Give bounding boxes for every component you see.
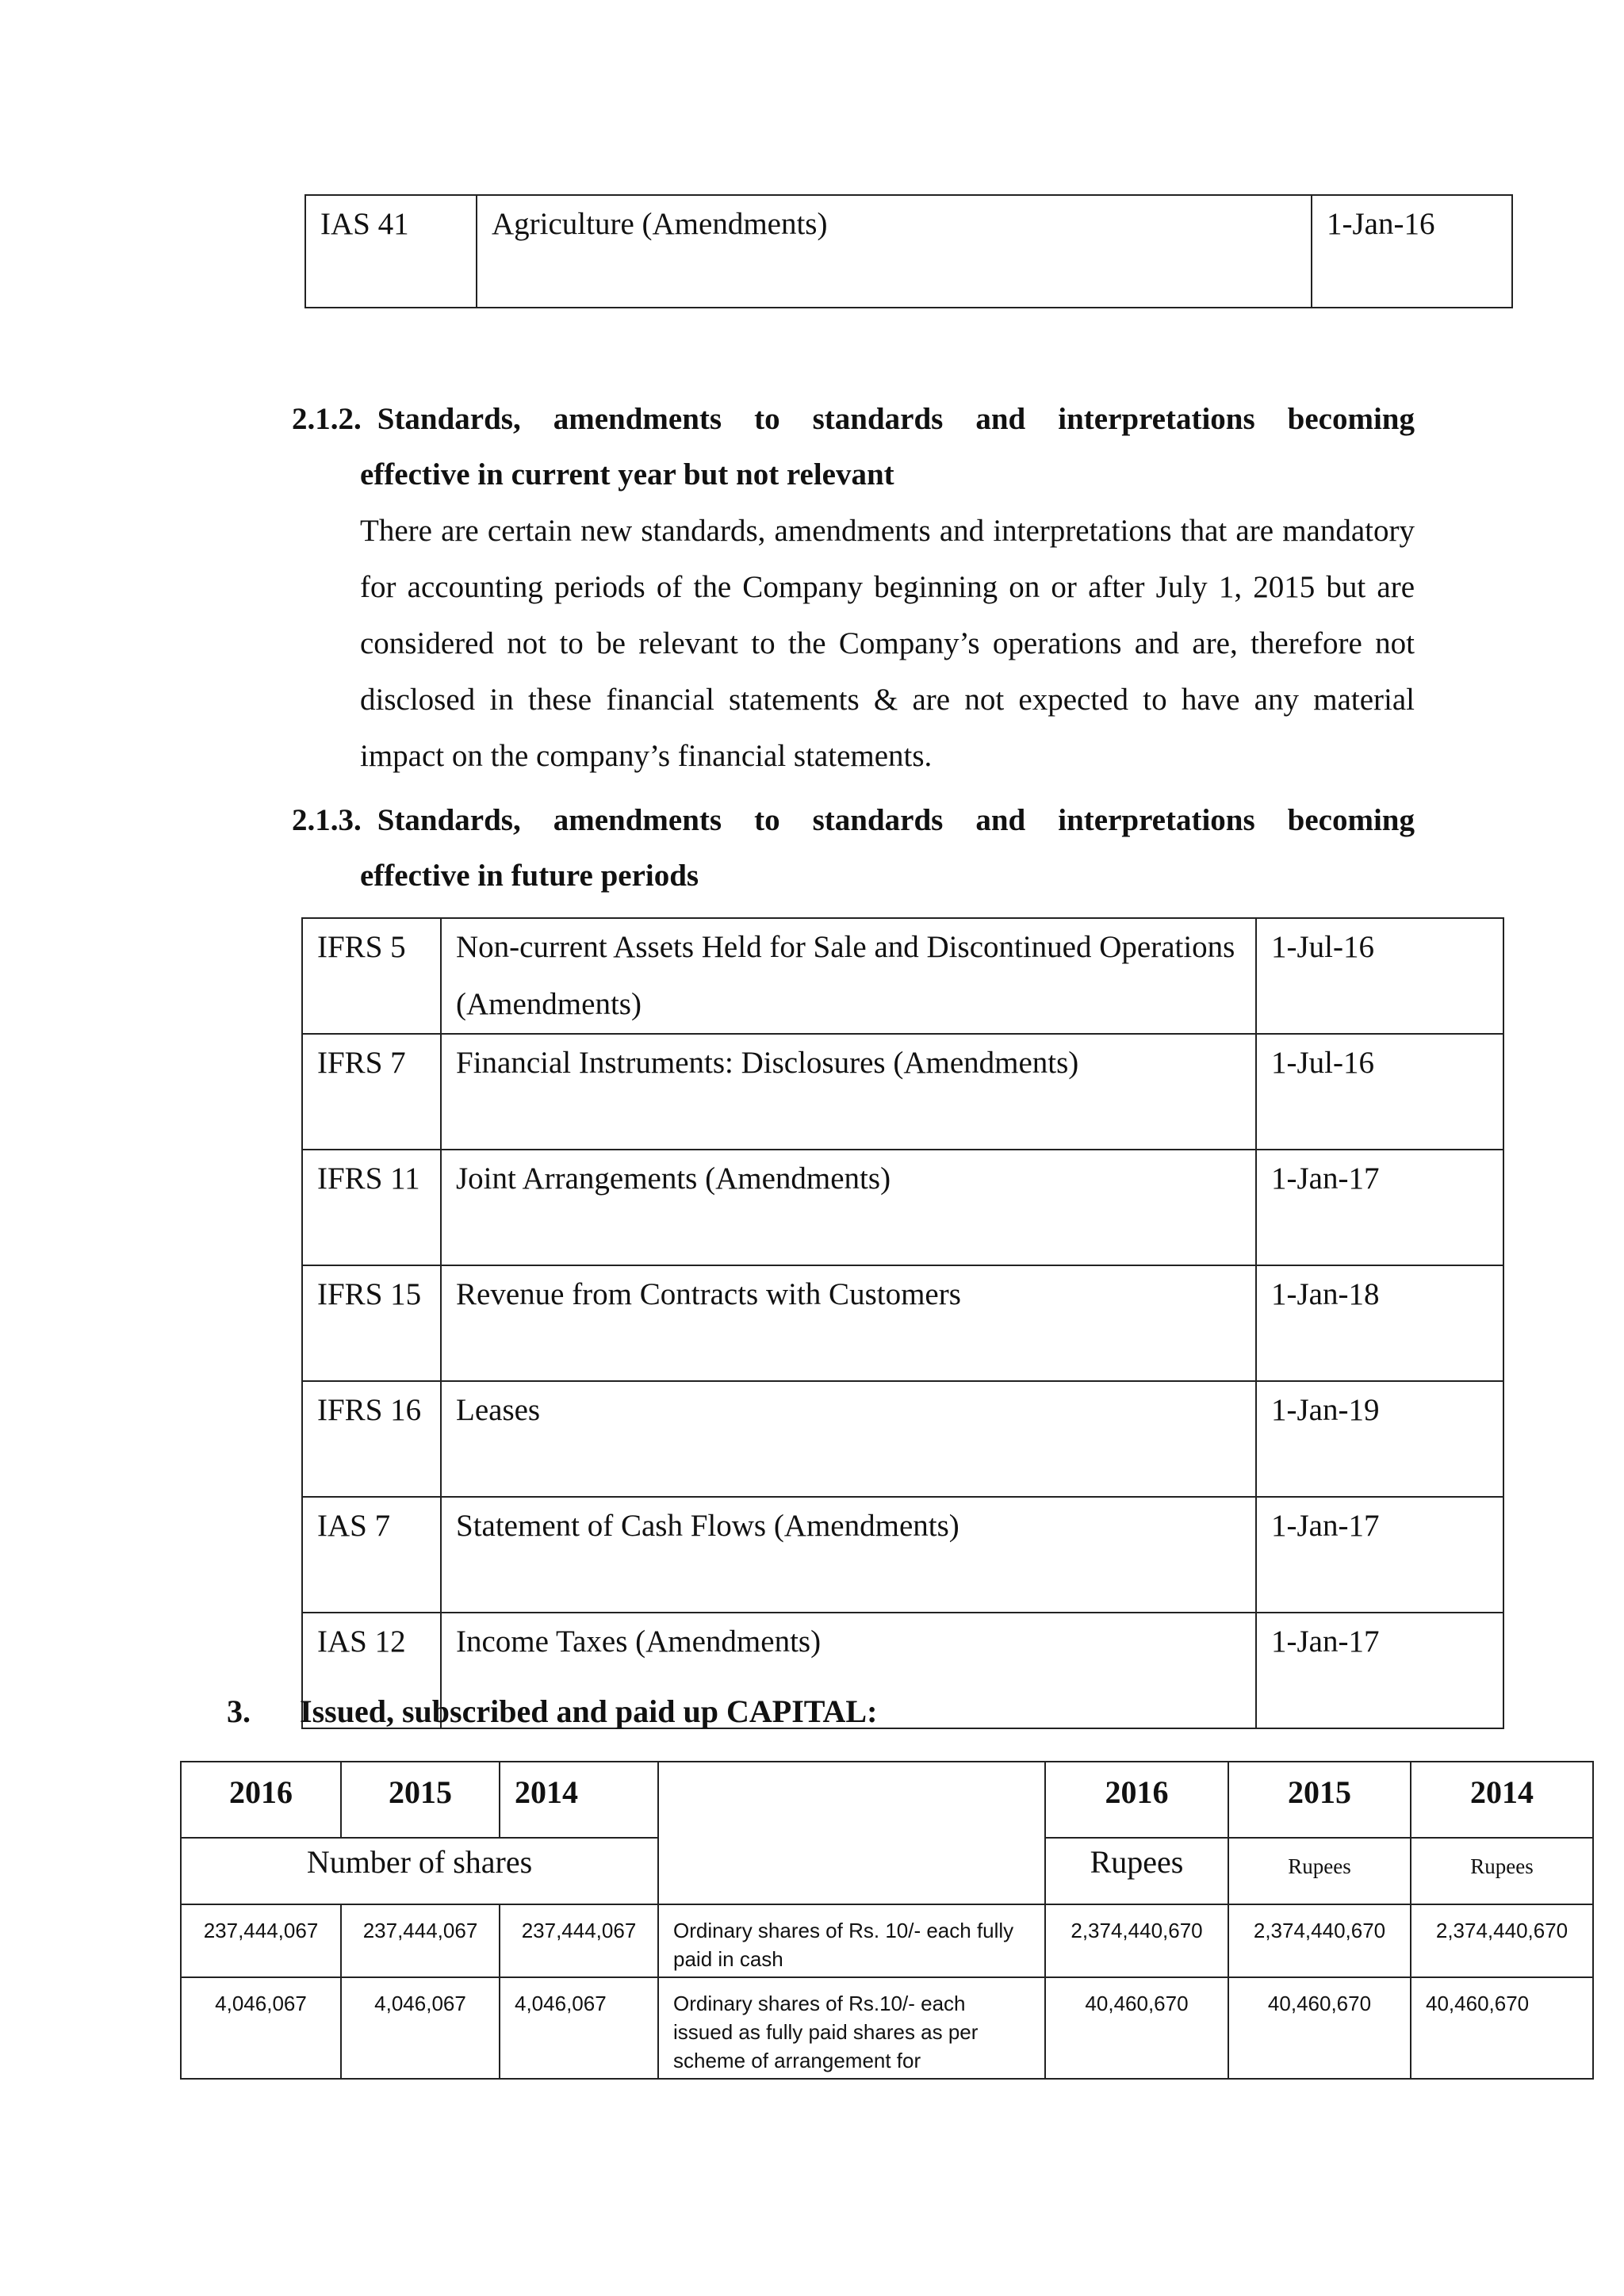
year-header: 2015 — [341, 1762, 500, 1838]
share-description: Ordinary shares of Rs.10/- each issued as fully paid shares as per scheme of arrangement for — [658, 1977, 1045, 2079]
shares-value: 4,046,067 — [181, 1977, 341, 2079]
effective-date: 1-Jan-16 — [1312, 195, 1512, 308]
section-number: 2.1.2. — [292, 402, 362, 436]
table-row — [305, 195, 1512, 308]
year-header: 2016 — [1045, 1762, 1228, 1838]
standard-title: Leases — [441, 1381, 1256, 1497]
effective-date: 1-Jul-16 — [1256, 1034, 1503, 1150]
heading-line-2: effective in current year but not relevant — [360, 457, 894, 492]
table-row — [181, 1904, 1593, 1977]
standard-code: IFRS 16 — [302, 1381, 441, 1497]
table-row — [302, 918, 1503, 1034]
unit-header-rupees: Rupees — [1045, 1838, 1228, 1904]
standard-code: IFRS 5 — [302, 918, 441, 1034]
section-heading-3 — [227, 1684, 877, 1739]
standard-title: Income Taxes (Amendments) — [441, 1613, 1256, 1728]
share-capital-table — [180, 1761, 1594, 2080]
year-header: 2014 — [500, 1762, 658, 1838]
effective-date: 1-Jan-17 — [1256, 1497, 1503, 1613]
standard-title: Revenue from Contracts with Customers — [441, 1265, 1256, 1381]
standard-title: Agriculture (Amendments) — [477, 195, 1312, 308]
standard-title: Statement of Cash Flows (Amendments) — [441, 1497, 1256, 1613]
section-heading-2-1-2 — [292, 392, 1415, 503]
section-heading-2-1-3 — [292, 793, 1415, 904]
table-row — [302, 1381, 1503, 1497]
year-header: 2014 — [1411, 1762, 1593, 1838]
effective-date: 1-Jan-17 — [1256, 1613, 1503, 1728]
standard-code: IAS 41 — [305, 195, 477, 308]
standards-table-continued — [304, 194, 1513, 308]
standard-title: Joint Arrangements (Amendments) — [441, 1150, 1256, 1265]
unit-header-rupees: Rupees — [1228, 1838, 1411, 1904]
standard-code: IFRS 15 — [302, 1265, 441, 1381]
standard-title: Financial Instruments: Disclosures (Amendments) — [441, 1034, 1256, 1150]
standard-code: IFRS 7 — [302, 1034, 441, 1150]
table-row — [181, 1977, 1593, 2079]
shares-value: 4,046,067 — [341, 1977, 500, 2079]
effective-date: 1-Jan-19 — [1256, 1381, 1503, 1497]
effective-date: 1-Jan-17 — [1256, 1150, 1503, 1265]
table-row — [302, 1497, 1503, 1613]
section-number: 2.1.3. — [292, 803, 362, 837]
heading-line-1: Standards, amendments to standards and interpretations becoming — [377, 803, 1415, 837]
unit-header-rupees: Rupees — [1411, 1838, 1593, 1904]
rupees-value: 2,374,440,670 — [1045, 1904, 1228, 1977]
year-header: 2015 — [1228, 1762, 1411, 1838]
share-description: Ordinary shares of Rs. 10/- each fully paid in cash — [658, 1904, 1045, 1977]
standard-code: IAS 7 — [302, 1497, 441, 1613]
heading-line-1: Standards, amendments to standards and interpretations becoming — [377, 402, 1415, 436]
shares-value: 237,444,067 — [341, 1904, 500, 1977]
standard-code: IFRS 11 — [302, 1150, 441, 1265]
rupees-value: 40,460,670 — [1228, 1977, 1411, 2079]
year-header: 2016 — [181, 1762, 341, 1838]
rupees-value: 2,374,440,670 — [1228, 1904, 1411, 1977]
description-header — [658, 1762, 1045, 1904]
effective-date: 1-Jan-18 — [1256, 1265, 1503, 1381]
table-row — [302, 1265, 1503, 1381]
section-number: 3. — [227, 1693, 251, 1729]
future-standards-table — [301, 917, 1504, 1729]
shares-value: 237,444,067 — [500, 1904, 658, 1977]
effective-date: 1-Jul-16 — [1256, 918, 1503, 1034]
rupees-value: 40,460,670 — [1411, 1977, 1593, 2079]
standard-title: Non-current Assets Held for Sale and Discontinued Operations (Amendments) — [441, 918, 1256, 1034]
rupees-value: 40,460,670 — [1045, 1977, 1228, 2079]
table-row — [302, 1034, 1503, 1150]
shares-value: 237,444,067 — [181, 1904, 341, 1977]
year-header-row — [181, 1762, 1593, 1838]
section-title: Issued, subscribed and paid up CAPITAL: — [300, 1693, 878, 1729]
shares-value: 4,046,067 — [500, 1977, 658, 2079]
section-paragraph-2-1-2: There are certain new standards, amendments and interpretations that are mandatory for accounting periods of the Company beginning on or after July 1, 2015 but are considered not to be relevant to the Company’s operations and are, therefore not disclosed in these financial statements & are not expected to have any material impact on the company’s financial statements. — [360, 514, 1415, 773]
table-row — [302, 1150, 1503, 1265]
unit-header-shares: Number of shares — [181, 1838, 658, 1904]
heading-line-2: effective in future periods — [360, 859, 699, 893]
rupees-value: 2,374,440,670 — [1411, 1904, 1593, 1977]
standard-code: IAS 12 — [302, 1613, 441, 1728]
